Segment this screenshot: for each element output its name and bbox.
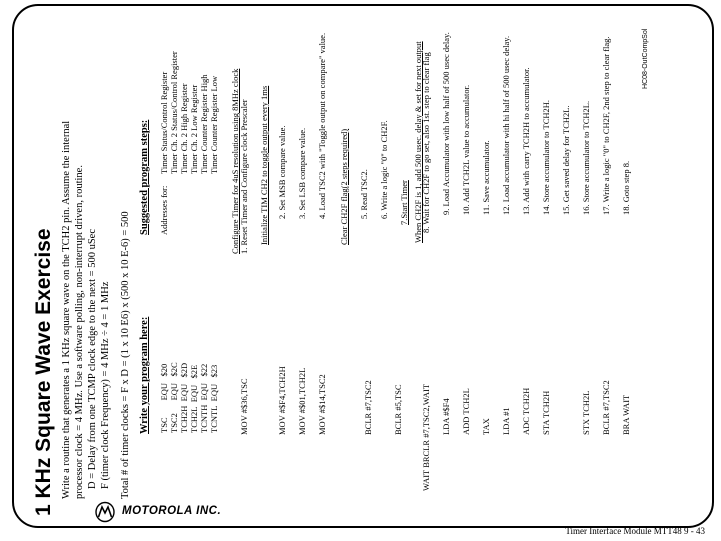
program-step: 9. Load Accumulator with low half of 500 usec delay.	[441, 32, 451, 215]
intro-line-3: D = Delay from one TCMP clock edge to the next = 500 uSec	[87, 229, 98, 489]
program-step: 1. Reset Timer and Configure clock Prescaler	[239, 99, 249, 254]
equate-line: TCNTL EQU $23	[209, 364, 219, 433]
program-step: 7.Start Timer	[399, 180, 409, 225]
equate-line: TCH2H EQU $2D	[179, 362, 189, 433]
equate-line: TCNTH EQU $22	[199, 363, 209, 433]
program-step: 18. Goto step 8.	[621, 160, 631, 215]
program-step: 15. Get saved delay for TCH2L.	[561, 105, 571, 215]
motorola-batwing-icon	[94, 501, 116, 523]
equate-line: TSC EQU $20	[159, 363, 169, 433]
program-step: 8. Wait for CH2F to go set, also 1st. step to clear flag	[421, 52, 431, 233]
program-heading: Write your program here:	[139, 316, 150, 434]
program-step: 5. Read TSC2.	[359, 169, 369, 219]
formula: Total # of timer clocks = F x D = (1 x 10 E6) x (500 x 10 E-6) = 500	[120, 211, 131, 499]
section-heading: When CH2F is 1, add 500 usec. delay & set for next output	[413, 41, 423, 243]
code-line: MOV #$36,TSC	[239, 378, 249, 435]
code-line: LDA #$F4	[441, 398, 451, 435]
program-step: 10. Add TCH2L value to accumulator.	[461, 84, 471, 215]
addresses-label: Addresses for:	[159, 185, 169, 235]
rotated-slide-content	[28, 11, 704, 519]
code-line: MOV #$F4,TCH2H	[277, 366, 287, 435]
equate-line: TSC2 EQU $2C	[169, 362, 179, 433]
code-line: STA TCH2H	[541, 390, 551, 435]
address-item: Timer Ch. 2 Status/Control Register	[169, 51, 179, 174]
program-step: 11. Save accumulator.	[481, 140, 491, 215]
code-line: TAX	[481, 418, 491, 435]
code-line: MOV #$14,TSC2	[317, 374, 327, 435]
code-line: ADD TCH2L	[461, 388, 471, 435]
steps-heading: Suggested program steps:	[139, 119, 150, 235]
equate-line: TCH2L EQU $2E	[189, 364, 199, 433]
code-line: MOV #$01,TCH2L	[297, 367, 307, 435]
code-line: ADC TCH2H	[521, 387, 531, 435]
address-item: Timer Counter Register High	[199, 74, 209, 174]
program-step: 16. Store accumulator to TCH2L.	[581, 100, 591, 215]
slide-title: 1 KHz Square Wave Exercise	[32, 228, 55, 516]
code-line: BRA WAIT	[621, 394, 631, 435]
address-item: Timer Ch. 2 High Register	[179, 83, 189, 174]
program-step: 2. Set MSB compare value.	[277, 125, 287, 219]
program-step: 13. Add with carry TCH2H to accumulator.	[521, 67, 531, 215]
address-item: Timer Counter Register Low	[209, 75, 219, 174]
intro-line-2: processor clock = 4 MHz. Use a software polling, non-interrupt driven, routine.	[74, 165, 85, 499]
code-line: STX TCH2L	[581, 390, 591, 435]
code-line: BCLR #7,TSC2	[601, 380, 611, 435]
intro-line-1: Write a routine that generates a 1 KHz square wave on the TCH2 pin. Assume the internal	[61, 120, 72, 499]
program-step: 4. Load TSC2 with "Toggle output on compare" value.	[317, 32, 327, 219]
section-heading: Clear CH2F flag(2 steps required)	[339, 128, 349, 245]
program-step: 3. Set LSB compare value.	[297, 127, 307, 219]
section-heading: Configure Timer for 4uS resolution using 8MHz clock	[230, 68, 240, 254]
program-step: 6. Write a logic "0" to CH2F.	[379, 120, 389, 219]
program-step: 14. Store accumulator to TCH2H.	[541, 99, 551, 215]
motorola-wordmark: MOTOROLA INC.	[122, 505, 222, 517]
address-item: Timer Status/Control Register	[159, 71, 169, 174]
code-line: WAIT BRCLR #7,TSC2,WAIT	[421, 383, 431, 491]
section-heading: Initialize TIM CH2 to toggle output every 1ms	[259, 85, 269, 245]
program-step: 17. Write a logic "0" to CH2F, 2nd step to clear flag.	[601, 36, 611, 215]
program-step: 12. Load accumulator with hi half of 500 usec delay.	[501, 35, 511, 215]
code-line: BCLR #5,TSC	[393, 384, 403, 435]
address-item: Timer Ch. 2 Low Register	[189, 84, 199, 174]
intro-line-4: F (timer clock Frequency) = 4 MHz ÷ 4 = 1 MHz	[100, 281, 111, 489]
file-label: HC08-OutCompSol	[642, 28, 649, 89]
code-line: BCLR #7,TSC2	[363, 380, 373, 435]
code-line: LDA #1	[501, 407, 511, 435]
footer-text: Timer Interface Module MTT48 9 - 43	[565, 526, 705, 536]
